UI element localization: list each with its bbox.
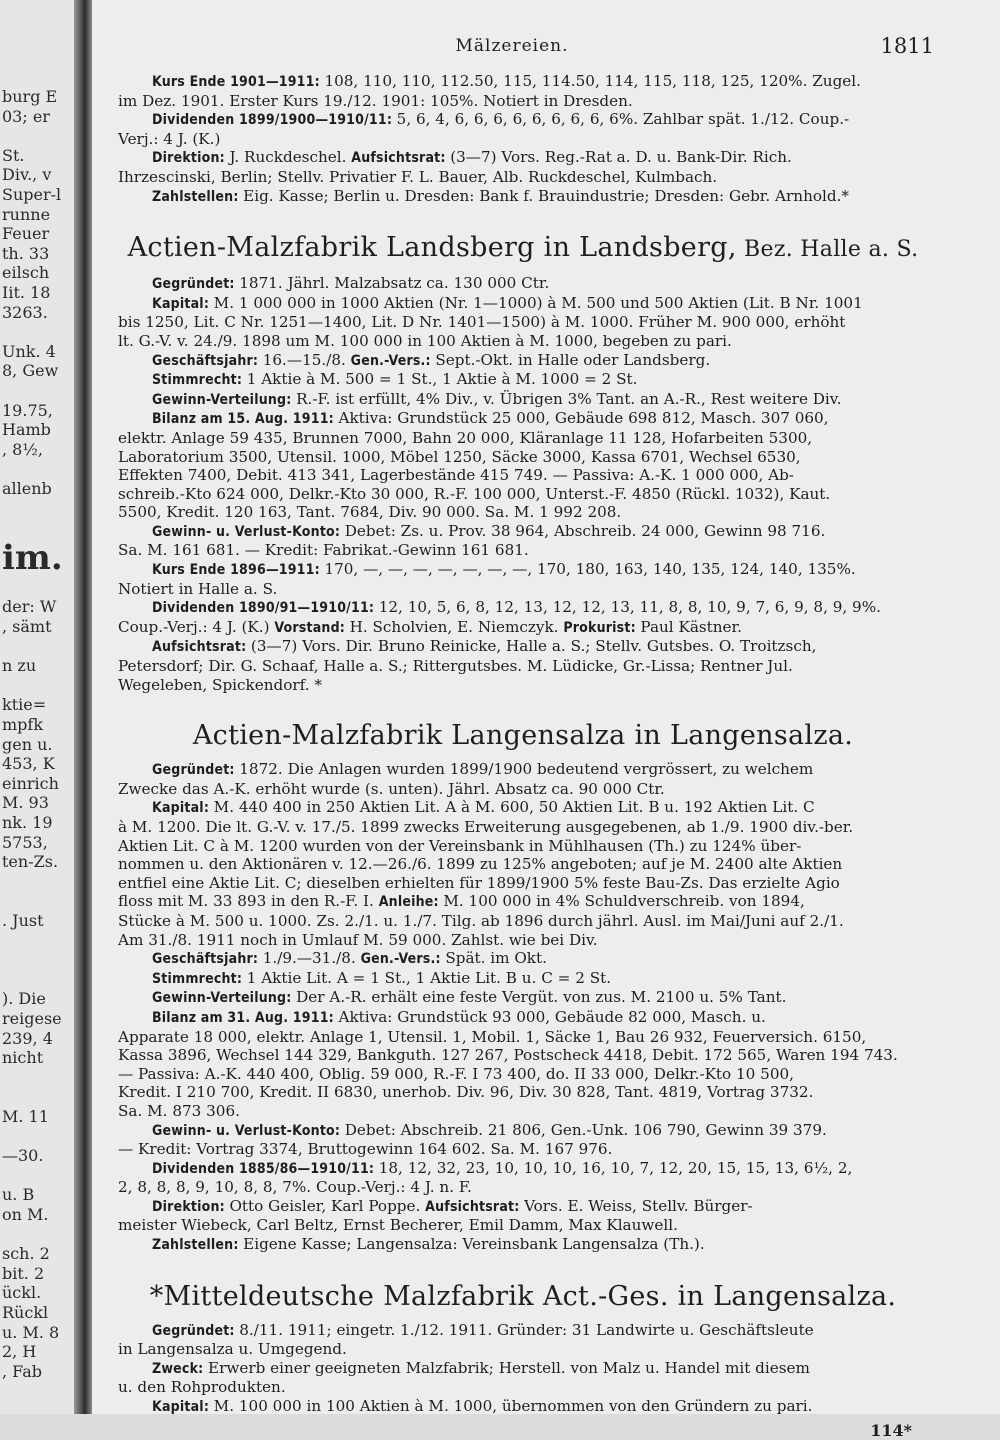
gutter-fragment: eilsch (2, 264, 50, 283)
page-content (118, 72, 928, 1440)
text-line (118, 760, 928, 780)
company-entry (118, 1277, 928, 1417)
company-name: *Mitteldeutsche Malzfabrik Act.-Ges. in Langensalza. (149, 1280, 897, 1312)
field-text: meister Wiebeck, Carl Beltz, Ernst Becherer, Emil Damm, Max Klauwell. (118, 1216, 678, 1235)
field-text: M. 440 400 in 250 Aktien Lit. A à M. 600, 50 Aktien Lit. B u. 192 Aktien Lit. C (213, 798, 815, 817)
text-line (118, 912, 928, 931)
field-text: Kredit. I 210 700, Kredit. II 6830, unerhob. Div. 96, Div. 30 828, Tant. 4819, Vortrag 3732. (118, 1083, 814, 1102)
adjacent-page-gutter (0, 0, 92, 1414)
text-line (118, 855, 928, 874)
field-label: Dividenden 1899/1900—1910/11: (152, 112, 397, 129)
text-line (118, 332, 928, 351)
field-label: Kapital: (152, 800, 214, 817)
field-label: Bilanz am 31. Aug. 1911: (152, 1009, 339, 1026)
text-line (118, 798, 928, 818)
field-text: nommen u. den Aktionären v. 12.—26./6. 1899 zu 125% angeboten; auf je M. 2400 alte Aktien (118, 855, 843, 874)
company-heading (118, 228, 928, 270)
gutter-fragment: , Fab (2, 1362, 42, 1381)
text-line (118, 148, 928, 168)
field-label: Gewinn- u. Verlust-Konto: (152, 1122, 345, 1139)
field-text: 170, —, —, —, —, —, —, —, 170, 180, 163, 140, 135, 124, 140, 135%. (324, 560, 856, 579)
text-line (118, 1378, 928, 1397)
field-label: Anleihe: (378, 894, 444, 911)
field-text: schreib.-Kto 624 000, Delkr.-Kto 30 000, R.-F. 100 000, Unterst.-F. 4850 (Rückl. 1032), Kaut. (118, 484, 831, 503)
text-line (118, 560, 928, 580)
gutter-fragment: Div., v (2, 166, 52, 185)
company-heading (118, 1277, 928, 1317)
gutter-fragment: nicht (2, 1049, 44, 1068)
text-line (118, 618, 928, 638)
book-fold (74, 0, 92, 1414)
text-line (118, 657, 928, 676)
field-label: Gegründet: (152, 1322, 240, 1339)
text-line (118, 72, 928, 92)
text-line (118, 949, 928, 969)
field-text: Vors. E. Weiss, Stellv. Bürger- (524, 1196, 753, 1215)
gutter-fragment: im. (2, 538, 63, 577)
field-text: Notiert in Halle a. S. (118, 579, 278, 598)
text-line (118, 466, 928, 485)
field-text: 1./9.—31./8. (262, 949, 361, 968)
gutter-fragment: einrich (2, 774, 59, 793)
text-line (118, 130, 928, 149)
gutter-fragment: , sämt (2, 618, 52, 636)
gutter-fragment: 5753, (2, 833, 48, 852)
company-name: Actien-Malzfabrik Langensalza in Langensalza. (192, 720, 854, 752)
field-text: H. Scholvien, E. Niemczyk. (349, 617, 564, 636)
field-text: Aktiva: Grundstück 93 000, Gebäude 82 000, Masch. u. (338, 1007, 766, 1026)
text-line (118, 1216, 928, 1235)
gutter-fragment: ückl. (2, 1284, 42, 1303)
text-line (118, 1321, 928, 1341)
field-text: Debet: Zs. u. Prov. 38 964, Abschreib. 24 000, Gewinn 98 716. (344, 521, 826, 540)
field-label: Gen.-Vers.: (350, 352, 436, 369)
text-line (118, 448, 928, 467)
text-line (118, 1159, 928, 1179)
text-line (118, 874, 928, 893)
field-text: elektr. Anlage 59 435, Brunnen 7000, Bahn 20 000, Kläranlage 11 128, Hofarbeiten 5300, (118, 428, 813, 447)
text-line (118, 676, 928, 695)
field-text: Erwerb einer geeigneten Malzfabrik; Herstell. von Malz u. Handel mit diesem (207, 1358, 810, 1377)
text-line (118, 1102, 928, 1121)
text-line (118, 780, 928, 799)
field-text: Wegeleben, Spickendorf. * (118, 675, 322, 694)
company-entry (118, 228, 928, 694)
text-line (118, 541, 928, 560)
field-text: — Kredit: Vortrag 3374, Bruttogewinn 164 602. Sa. M. 167 976. (118, 1140, 613, 1159)
field-label: Prokurist: (563, 619, 641, 636)
field-text: u. den Rohprodukten. (118, 1378, 286, 1397)
field-label: Gegründet: (152, 276, 240, 293)
field-text: Spät. im Okt. (445, 949, 547, 968)
field-text: Aktiva: Grundstück 25 000, Gebäude 698 812, Masch. 307 060, (338, 409, 829, 428)
field-text: (3—7) Vors. Dir. Bruno Reinicke, Halle a. S.; Stellv. Gutsbes. O. Troitzsch, (250, 637, 817, 656)
field-text: floss mit M. 33 893 in den R.-F. I. (118, 892, 379, 911)
gutter-fragment: on M. (2, 1206, 49, 1224)
gutter-fragment: 3263. (2, 303, 48, 322)
field-text: Sa. M. 873 306. (118, 1101, 240, 1120)
gutter-fragment: th. 33 (2, 244, 50, 263)
text-line (118, 110, 928, 130)
gutter-fragment: n zu (2, 657, 37, 676)
gutter-fragment: 453, K (2, 755, 55, 774)
field-label: Dividenden 1890/91—1910/11: (152, 600, 379, 617)
gutter-fragment: Hamb (2, 421, 51, 440)
text-line (118, 390, 928, 410)
field-label: Gegründet: (152, 762, 240, 779)
gutter-fragment: ten-Zs. (2, 853, 59, 872)
field-text: 5500, Kredit. 120 163, Tant. 7684, Div. 90 000. Sa. M. 1 992 208. (118, 503, 622, 522)
text-line (118, 429, 928, 448)
text-line (118, 580, 928, 599)
field-text: Eig. Kasse; Berlin u. Dresden: Bank f. Brauindustrie; Dresden: Gebr. Arnhold.* (243, 186, 849, 205)
gutter-fragment: M. 93 (2, 794, 49, 813)
field-label: Zahlstellen: (152, 188, 244, 205)
sheet-signature: 114* (870, 1420, 912, 1440)
text-line (118, 1065, 928, 1084)
text-line (118, 313, 928, 332)
field-label: Kurs Ende 1896—1911: (152, 562, 325, 579)
field-text: in Langensalza u. Umgegend. (118, 1340, 347, 1359)
field-text: 1 Aktie à M. 500 = 1 St., 1 Aktie à M. 1000 = 2 St. (246, 370, 638, 389)
field-text: à M. 1200. Die lt. G.-V. v. 17./5. 1899 zwecks Erweiterung ausgegebenen, ab 1./9. 1900 div.-ber. (118, 818, 854, 836)
company-heading (118, 716, 928, 756)
field-label: Gewinn-Verteilung: (152, 990, 297, 1007)
gutter-fragment: ktie= (2, 696, 47, 715)
text-line (118, 637, 928, 657)
field-text: Petersdorf; Dir. G. Schaaf, Halle a. S.; Rittergutsbes. M. Lüdicke, Gr.-Lissa; Rentner Jul. (118, 657, 793, 676)
gutter-fragment: 19.75, (2, 401, 53, 420)
text-line (118, 1140, 928, 1159)
text-line (118, 274, 928, 294)
gutter-fragment: bit. 2 (2, 1264, 45, 1283)
gutter-fragment: gen u. (2, 735, 53, 754)
text-line (118, 931, 928, 950)
text-line (118, 294, 928, 314)
gutter-fragment: u. M. 8 (2, 1323, 60, 1342)
field-text: lt. G.-V. v. 24./9. 1898 um M. 100 000 in 100 Aktien à M. 1000, begeben zu pari. (118, 331, 732, 350)
text-line (118, 1046, 928, 1065)
gutter-fragment: 03; er (2, 107, 50, 126)
field-label: Zweck: (152, 1360, 208, 1377)
text-line (118, 837, 928, 856)
gutter-fragment: nk. 19 (2, 814, 53, 832)
text-line (118, 503, 928, 522)
field-label: Stimmrecht: (152, 372, 247, 389)
field-label: Aufsichtsrat: (152, 639, 251, 656)
gutter-fragment: . Just (2, 912, 44, 930)
running-title: Mälzereien. (455, 36, 569, 56)
field-label: Zahlstellen: (152, 1237, 244, 1254)
field-text: 8./11. 1911; eingetr. 1./12. 1911. Gründer: 31 Landwirte u. Geschäftsleute (239, 1320, 814, 1339)
gutter-fragment: Feuer (2, 225, 50, 244)
gutter-fragment: runne (2, 205, 51, 224)
field-text: M. 100 000 in 100 Aktien à M. 1000, übernommen von den Gründern zu pari. (213, 1397, 813, 1416)
field-label: Dividenden 1885/86—1910/11: (152, 1160, 379, 1177)
field-text: Stücke à M. 500 u. 1000. Zs. 2./1. u. 1./7. Tilg. ab 1896 durch jährl. Ausl. im Mai/Juni auf 2./1. (118, 911, 844, 930)
field-label: Bilanz am 15. Aug. 1911: (152, 411, 339, 428)
company-name: Actien-Malzfabrik Landsberg in Landsberg, (127, 232, 737, 264)
field-label: Aufsichtsrat: (351, 150, 451, 167)
gutter-fragment: burg E (2, 88, 58, 106)
page-number: 1811 (880, 34, 934, 58)
gutter-fragment: reigese (2, 1010, 62, 1028)
field-text: M. 100 000 in 4% Schuldverschreib. von 1894, (443, 892, 805, 911)
page (92, 0, 1000, 1440)
text-line (118, 187, 928, 207)
field-text: Zwecke das A.-K. erhöht wurde (s. unten). Jährl. Absatz ca. 90 000 Ctr. (118, 779, 665, 798)
field-text: J. Ruckdeschel. (229, 148, 352, 167)
running-header (92, 36, 932, 64)
gutter-fragment: allenb (2, 480, 52, 498)
company-entry (118, 72, 928, 206)
text-line (118, 1340, 928, 1359)
field-text: Effekten 7400, Debit. 413 341, Lagerbestände 415 749. — Passiva: A.-K. 1 000 000, Ab- (118, 466, 794, 485)
gutter-fragment: 2, H (2, 1343, 37, 1362)
gutter-fragment: St. (2, 146, 25, 165)
text-line (118, 370, 928, 390)
text-line (118, 1121, 928, 1141)
field-text: Laboratorium 3500, Utensil. 1000, Möbel 1250, Säcke 3000, Kassa 6701, Wechsel 6530, (118, 447, 801, 466)
field-text: Otto Geisler, Karl Poppe. (229, 1196, 426, 1215)
field-text: Apparate 18 000, elektr. Anlage 1, Utensil. 1, Mobil. 1, Säcke 1, Bau 26 932, Feuerversich. 6150, (118, 1027, 867, 1046)
gutter-fragment: Rückl (2, 1304, 49, 1322)
text-line (118, 969, 928, 989)
gutter-fragment: Unk. 4 (2, 342, 56, 361)
field-text: im Dez. 1901. Erster Kurs 19./12. 1901: 105%. Notiert in Dresden. (118, 91, 633, 110)
gutter-fragment: Iit. 18 (2, 284, 51, 302)
text-line (118, 1083, 928, 1102)
gutter-fragment: 8, Gew (2, 362, 59, 381)
field-text: Kassa 3896, Wechsel 144 329, Bankguth. 127 267, Postscheck 4418, Debit. 172 565, Waren 194 743. (118, 1046, 898, 1065)
field-text: entfiel eine Aktie Lit. C; dieselben erhielten für 1899/1900 5% feste Bau-Zs. Das erzielte Agio (118, 873, 840, 892)
text-line (118, 485, 928, 504)
field-text: Sept.-Okt. in Halle oder Landsberg. (435, 350, 711, 369)
field-label: Geschäftsjahr: (152, 951, 263, 968)
field-label: Kapital: (152, 1399, 214, 1416)
gutter-fragment: —30. (2, 1147, 44, 1166)
text-line (118, 892, 928, 912)
text-line (118, 1197, 928, 1217)
text-line (118, 1235, 928, 1255)
field-text: Debet: Abschreib. 21 806, Gen.-Unk. 106 790, Gewinn 39 379. (344, 1120, 827, 1139)
text-line (118, 818, 928, 837)
field-text: 108, 110, 110, 112.50, 115, 114.50, 114, 115, 118, 125, 120%. Zugel. (324, 72, 861, 90)
text-line (118, 1028, 928, 1047)
text-line (118, 409, 928, 429)
field-text: Paul Kästner. (640, 617, 742, 636)
field-text: R.-F. ist erfüllt, 4% Div., v. Übrigen 3% Tant. an A.-R., Rest weitere Div. (296, 389, 842, 408)
gutter-fragment: mpfk (2, 716, 44, 734)
field-label: Geschäftsjahr: (152, 352, 263, 369)
field-text: 16.—15./8. (262, 350, 351, 369)
field-label: Gen.-Vers.: (360, 951, 446, 968)
text-line (118, 598, 928, 618)
company-location: Bez. Halle a. S. (736, 237, 919, 263)
field-text: 1 Aktie Lit. A = 1 St., 1 Aktie Lit. B u. C = 2 St. (246, 968, 612, 987)
text-line (118, 1008, 928, 1028)
field-label: Aufsichtsrat: (425, 1198, 525, 1215)
gutter-fragment: sch. 2 (2, 1245, 50, 1264)
field-text: — Passiva: A.-K. 440 400, Oblig. 59 000, R.-F. I 73 400, do. II 33 000, Delkr.-Kto 10 500, (118, 1064, 794, 1083)
field-text: 1872. Die Anlagen wurden 1899/1900 bedeutend vergrössert, zu welchem (239, 760, 814, 779)
company-entry (118, 716, 928, 1254)
field-label: Kapital: (152, 295, 214, 312)
field-text: bis 1250, Lit. C Nr. 1251—1400, Lit. D Nr. 1401—1500) à M. 1000. Früher M. 900 000, erhöht (118, 313, 846, 332)
gutter-fragment: , 8½, (2, 440, 43, 459)
gutter-fragment: M. 11 (2, 1108, 49, 1126)
field-label: Gewinn- u. Verlust-Konto: (152, 523, 345, 540)
field-text: Ihrzescinski, Berlin; Stellv. Privatier F. L. Bauer, Alb. Ruckdeschel, Kulmbach. (118, 167, 718, 186)
gutter-fragment: ). Die (2, 990, 46, 1009)
text-line (118, 351, 928, 371)
field-text: Der A.-R. erhält eine feste Vergüt. von zus. M. 2100 u. 5% Tant. (296, 988, 787, 1007)
gutter-fragment: Super-l (2, 186, 62, 204)
text-line (118, 168, 928, 187)
field-text: Eigene Kasse; Langensalza: Vereinsbank Langensalza (Th.). (243, 1235, 705, 1254)
field-label: Direktion: (152, 150, 230, 167)
text-line (118, 92, 928, 111)
text-line (118, 1178, 928, 1197)
field-text: Verj.: 4 J. (K.) (118, 129, 221, 148)
field-text: Coup.-Verj.: 4 J. (K.) (118, 617, 275, 636)
field-text: Aktien Lit. C à M. 1200 wurden von der Vereinsbank in Mühlhausen (Th.) zu 124% über- (118, 836, 802, 855)
gutter-fragment: 239, 4 (2, 1029, 53, 1048)
field-text: Sa. M. 161 681. — Kredit: Fabrikat.-Gewinn 161 681. (118, 541, 529, 560)
field-text: M. 1 000 000 in 1000 Aktien (Nr. 1—1000) à M. 500 und 500 Aktien (Lit. B Nr. 1001 (213, 293, 863, 312)
field-text: 2, 8, 8, 8, 9, 10, 8, 8, 7%. Coup.-Verj.: 4 J. n. F. (118, 1178, 472, 1197)
field-label: Gewinn-Verteilung: (152, 391, 297, 408)
field-text: 1871. Jährl. Malzabsatz ca. 130 000 Ctr. (239, 274, 550, 293)
field-text: Am 31./8. 1911 noch in Umlauf M. 59 000. Zahlst. wie bei Div. (118, 930, 598, 949)
text-line (118, 1359, 928, 1379)
field-text: (3—7) Vors. Reg.-Rat a. D. u. Bank-Dir. Rich. (450, 148, 792, 167)
field-label: Direktion: (152, 1198, 230, 1215)
text-line (118, 522, 928, 542)
gutter-fragment: der: W (2, 598, 57, 617)
field-label: Kurs Ende 1901—1911: (152, 74, 325, 90)
field-text: 12, 10, 5, 6, 8, 12, 13, 12, 12, 13, 11, 8, 8, 10, 9, 7, 6, 9, 8, 9, 9%. (378, 598, 881, 617)
field-text: 5, 6, 4, 6, 6, 6, 6, 6, 6, 6, 6, 6%. Zahlbar spät. 1./12. Coup.- (396, 110, 850, 129)
field-label: Vorstand: (274, 619, 350, 636)
gutter-fragment: u. B (2, 1186, 35, 1205)
field-text: 18, 12, 32, 23, 10, 10, 10, 16, 10, 7, 12, 20, 15, 15, 13, 6½, 2, (378, 1158, 853, 1177)
text-line (118, 988, 928, 1008)
field-label: Stimmrecht: (152, 970, 247, 987)
